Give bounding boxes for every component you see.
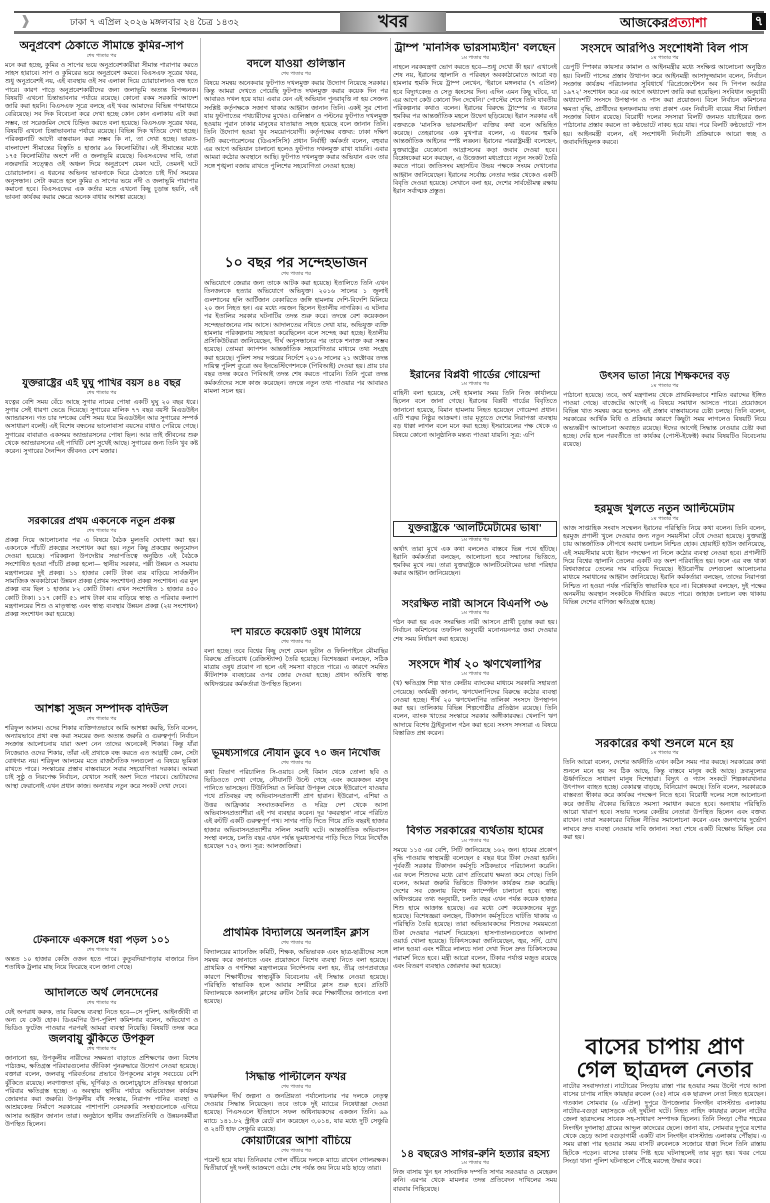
article-headline[interactable]: বদলে যাওয়া গুলিস্তান bbox=[246, 58, 346, 70]
article-headline[interactable]: অনুপ্রবেশ ঠেকাতে সীমান্তে কুমির-সাপ bbox=[19, 40, 184, 52]
continuation-label: শেষ পাতার পর bbox=[281, 1147, 311, 1154]
continuation-label: ১ম পাতার পর bbox=[650, 382, 679, 389]
newspaper-logo: আজকেরপ্রত্যাশা bbox=[620, 16, 707, 31]
continuation-label: ১ম পাতার পর bbox=[650, 515, 679, 522]
continuation-label: শেষ পাতার পর bbox=[281, 638, 311, 645]
continuation-label: শেষ পাতার পর bbox=[86, 1045, 117, 1052]
article-body: পাঠানো হয়েছে। তবে, অর্থ মন্ত্রণালয় থেকে প্রাথমিকভাবে শামিত বরাদ্দের ইঙ্গিত পাওয়া গেছে। বাজেটের আগেই এ বিষয়ে সমাধান আসতে পারে। প্রয়োজনে বিভিন্ন খাত সমন্বয় করে হলেও এই প্রস্তাব বাস্তবায়নের চেষ্টা চলছে। তিনি বলেন, সরকারের আর্থিক বিধি ও প্রক্রিয়ার কারণে কিছুটা সময় লাগলেও বিষয়টি নিয়ে অভ্যন্তরীণ আলোচনা অব্যাহত রয়েছে। ঈদের আগেই সিদ্ধান্ত নেওয়ার চেষ্টা করা হচ্ছে। দেরি হলে পরবর্তীতে তা কার্যকর (পোস্ট-ইফেক্ট) করার বিষয়টিও বিবেচনায় রয়েছে। bbox=[563, 391, 766, 449]
article-headline[interactable]: জলবায়ু ঝুঁকিতে উপকূল bbox=[48, 1033, 155, 1045]
article-body: ডেপুটি স্পিকার কায়সার কামাল ও আইনমন্ত্রীর মধ্যে সংক্ষিপ্ত আলোচনা অনুষ্ঠিত হয়। বিলটি পাসের প্রস্তাব উত্থাপন করে আইনমন্ত্রী আসাদুজ্জামান বলেন, নির্বাচন সংক্রান্ত কার্যক্রম পরিচালনার সুবিধার্থে 'রিপ্রেজেন্টেশন অব দি পিপল অর্ডার ১৯৭২' সংশোধন করে এর আগে অধ্যাদেশ জারি করা হয়েছিল। সংবিধান অনুযায়ী অধ্যাদেশটি সংসদে উপস্থাপন ও পাস করা প্রয়োজন। বিলে নির্বাচন কমিশনের ক্ষমতা বৃদ্ধি, প্রার্থীদের হলফনামায় তথ্য প্রকাশ এবং নির্বাচনী ব্যয়ের সীমা নির্ধারণ সংক্রান্ত বিধান রয়েছে। বিরোধী দলের সদস্যরা বিলটি জনমত যাচাইয়ের জন্য পাঠানোর প্রস্তাব করলে তা কণ্ঠভোটে নাকচ হয়ে যায়। পরে বিলটি কণ্ঠভোটে পাস হয়। আইনমন্ত্রী বলেন, এই সংশোধনী নির্বাচনী প্রক্রিয়াকে আরো স্বচ্ছ ও জবাবদিহিমূলক করবে। bbox=[563, 64, 766, 146]
news-article bbox=[393, 658, 557, 823]
article-headline[interactable]: সরকারের কথা শুনলে মনে হয় bbox=[595, 737, 734, 750]
article-headline[interactable]: ১৪ বছরেও সাগর-রুনি হত্যার রহস্য bbox=[400, 1148, 550, 1160]
news-article bbox=[204, 255, 388, 627]
continuation-label: ১ম পাতার পর bbox=[460, 671, 490, 678]
page-header bbox=[0, 0, 770, 36]
continuation-label: ১ম পাতার পর bbox=[650, 750, 679, 757]
article-body: গঠন করা হয় এবং সংরক্ষিত নারী আসনে প্রার্থী চূড়ান্ত করা হয়। নির্বাচন কমিশনের তফসিল অনুযায়ী মনোনয়নপত্র জমা দেওয়ার শেষ সময় নির্ধারণ করা হয়েছে। bbox=[393, 619, 557, 643]
continuation-label: শেষ পাতার পর bbox=[86, 389, 117, 396]
news-article bbox=[5, 516, 198, 702]
news-article bbox=[563, 371, 766, 502]
article-headline[interactable]: উৎসব ভাতা নিয়ে শিক্ষকদের বড় bbox=[599, 371, 730, 382]
article-headline[interactable]: ১০ বছর পর সন্দেহভাজন bbox=[224, 255, 368, 271]
article-body: নাহলে নরকযন্ত্রণা ভোগ করতে হবে—শুধু দেখো কী হয়।' এখানেই শেষ নয়, ইরানের জ্বালানি ও পরিবহন অবকাঠামোতে আরো বড় হামলার হুমকি দিয়ে ট্রাম্প লেখেন, 'ইরানে মঙ্গলবার (৭ এপ্রিল) হবে বিদ্যুৎকেন্দ্র ও সেতু ধ্বংসের দিন। এদিন এমন কিছু ঘটবে, যা এর আগে কেউ কোনো দিন দেখেনি।' পোস্টের শেষে তিনি যাবতীয় পরিকল্পনার কথাও বলেন। ইরানের বিরুদ্ধে ট্রাম্পের এ ধরনের হুমকির পর আন্তর্জাতিক মহলে উদ্বেগ ছড়িয়েছে। ইরান সরকার এই বক্তব্যকে 'মানসিক ভারসাম্যহীন' ব্যক্তির কথা বলে অভিহিত করেছে। তেহরানের এক মুখপাত্র বলেন, এ ধরনের হুমকি আন্তর্জাতিক আইনের স্পষ্ট লঙ্ঘন। ইরানের পররাষ্ট্রমন্ত্রী বলেছেন, যুক্তরাষ্ট্রের যেকোনো আগ্রাসনের কড়া জবাব দেওয়া হবে। বিশ্লেষকেরা মনে করছেন, এ উত্তেজনা মধ্যপ্রাচ্যে নতুন সংকট তৈরি করতে পারে। জাতিসংঘ মহাসচিব উভয় পক্ষকে সংযম দেখানোর আহ্বান জানিয়েছেন। ইরানের সর্বোচ্চ নেতার দপ্তর থেকেও একটি বিবৃতি দেওয়া হয়েছে। সেখানে বলা হয়, দেশের সার্বভৌমত্ব রক্ষায় ইরান সর্বাত্মক প্রস্তুত। bbox=[393, 63, 557, 196]
news-article bbox=[204, 58, 388, 253]
article-body: কথা বিভাগ পরিচালিত সি-ওয়াচ। সেই বিমান থেকে তোলা ছবি ও ভিডিওতে দেখা গেছে, নৌযানটি উল্টে গেছে এবং কয়েকজন মানুষ পানিতে ভাসছেন। টিউনিসিয়া ও লিবিয়া উপকূল থেকে ইউরোপে যাওয়ার পথে প্রতিবছর বহু অভিবাসনপ্রত্যাশী প্রাণ হারান। ইউরোপ, এশিয়া ও উত্তর আফ্রিকার সংঘাতকবলিত ও দরিদ্র দেশ থেকে আসা অভিবাসনপ্রত্যাশীরা এই পথ ব্যবহার করেন। দূর 'কবরস্থান' নামে পরিচিত এই রুটটি একটি গুরুত্বপূর্ণ পথ। সাগর পাড়ি দিতে গিয়ে প্রতি বছরই হাজার হাজার অভিবাসনপ্রত্যাশীর সলিল সমাধি ঘটে। আন্তর্জাতিক অভিবাসন সংস্থা বলছে, চলতি বছর এখন পর্যন্ত ভূমধ্যসাগর পাড়ি দিতে গিয়ে নিখোঁজ হয়েছেন ৭৫২ জন। সূত্র: আলজাজিরা। bbox=[204, 768, 388, 851]
news-article bbox=[393, 1148, 557, 1203]
continuation-label: ১ম পাতার পর bbox=[650, 55, 679, 62]
news-article bbox=[393, 825, 557, 1147]
article-headline[interactable]: বাসের চাপায় প্রাণ গেল ছাত্রদল নেতার bbox=[576, 1036, 753, 1083]
article-body: বাহিনী বলা হয়েছে, সেই হামলার সময় তিনি নিজ কার্যালয়ে ছিলেন বলে জানা গেছে। ইরানের বিপ্লবী গার্ডের বিবৃতিতে জানানো হয়েছে, বিমান হামলায় নিহত হয়েছেন গোয়েন্দা প্রধান। এটি শত্রুর নিষ্ঠুর আক্রমণ। তার মৃত্যুতে দেশের নিরাপত্তা ব্যবস্থায় বড় ধাক্কা লাগল বলে মনে করা হচ্ছে। ইসরায়েলের পক্ষ থেকে এ বিষয়ে কোনো আনুষ্ঠানিক মন্তব্য পাওয়া যায়নি। সূত্র: এপি bbox=[393, 390, 557, 439]
article-body: অর্থাৎ তারা মুখে এক কথা বললেও বাস্তবে ভিন্ন পথে হাঁটছে। ইরানি কর্মকর্তারা বলছেন, আলোচনা হবে সম্মানের ভিত্তিতে, হুমকির মুখে নয়। তারা যুক্তরাষ্ট্রকে আলটিমেটামের ভাষা পরিহার করার আহ্বান জানিয়েছেন। bbox=[393, 545, 557, 578]
article-body: বলা হচ্ছে। তবে বিশ্বের কিছু দেশে যেমন ভুটান ও ফিলিপাইনে মৌমাছির বিরুদ্ধে প্রতিরোধ (রেজিস্ট্যান্স) তৈরি হয়েছে। বিশেষজ্ঞরা বলছেন, সঠিক মাত্রায় ওষুধ প্রয়োগ না হলে এই সমস্যা বাড়তে পারে। এ কারণে সমন্বিত কীটনাশক ব্যবহারের ওপর জোর দেওয়া হচ্ছে। প্রধান অতিথি স্বাস্থ্য অধিদপ্তরের কর্মকর্তারা উপস্থিত ছিলেন। bbox=[204, 647, 388, 688]
news-article bbox=[5, 935, 198, 985]
article-body: (খ) ক্ষতিগ্রস্ত শিল্প খাত কেন্দ্রীয় ব্যাংকের মাধ্যমে সরকারি সহায়তা পেয়েছে। অর্থমন্ত্রী জানান, ঋণখেলাপিদের বিরুদ্ধে কঠোর ব্যবস্থা নেওয়া হচ্ছে। শীর্ষ ২০ ঋণখেলাপির তালিকা সংসদে উপস্থাপন করা হয়। তালিকায় বিভিন্ন শিল্পগোষ্ঠীর প্রতিষ্ঠান রয়েছে। তিনি বলেন, ব্যাংক খাতের সংস্কারে সরকার অঙ্গীকারবদ্ধ। খেলাপি ঋণ আদায়ে বিশেষ ট্রাইব্যুনাল গঠন করা হবে। সংসদ সদস্যরা এ বিষয়ে বিস্তারিত প্রশ্ন করেন। bbox=[393, 680, 557, 737]
news-article bbox=[204, 927, 388, 1069]
news-article bbox=[5, 378, 198, 513]
page-number: ৭ bbox=[752, 13, 766, 30]
article-body: প্রকল্প নিয়ে আলোচনার পর এ বিষয়ে বৈঠক মুলতবি ঘোষণা করা হয়। একনেকে পাঁচটি প্রকল্পের সংশোধন করা হয়। নতুন কিছু প্রকল্পের অনুমোদন দেওয়া হয়েছে। পরিকল্পনা উপদেষ্টার সভাপতিত্বে অনুষ্ঠিত এই বৈঠকে সংশোধিত হওয়া পাঁচটি প্রকল্প হলো— স্থানীয় সরকার, পল্লী উন্নয়ন ও সমবায় মন্ত্রণালয়ের দুই প্রকল্প। ১১ হাজার কোটি টাকা ব্যয় বাড়িয়ে সার্বজনীন সামাজিক অবকাঠামো উন্নয়ন প্রকল্প (প্রথম সংশোধন) প্রকল্প সংশোধন। এর মূল প্রকল্প ব্যয় ছিল ১ হাজার ৮২ কোটি টাকা। এখন সংশোধিত ১ হাজার ৪৫০ কোটি টাকা। ১১৭ কোটি ৫১ লাখ টাকা ব্যয় বাড়িয়ে স্বাস্থ্য ও পরিবার কল্যাণ মন্ত্রণালয়ের শিশু ও মাতৃস্বাস্থ্য এবং স্বাস্থ্য ব্যবস্থার উন্নয়ন প্রকল্প (২য় সংশোধন) প্রকল্প সংশোধন করা হয়েছে। bbox=[5, 536, 198, 619]
continuation-label: ১ম পাতার পর bbox=[460, 610, 490, 617]
column-rule bbox=[390, 38, 391, 1203]
news-article bbox=[204, 1071, 388, 1133]
continuation-label: ১ম পাতার পর bbox=[460, 381, 490, 388]
article-body: মনে করা হচ্ছে, কুমির ও সাপের ভয়ে অনুপ্রবেশকারীরা সীমান্ত পারাপার করতে সাহস হারাবে। সাপ ও কুমিরের ভয়ে অনুপ্রবেশ কমবে। বিএসএফ সূত্রের খবর, শুধু অনুপ্রবেশই নয়, এই ব্যবস্থায় ওই সব এলাকা দিয়ে চোরাচালানও বন্ধ হতে পারে। কারণ পাড়ে অনুপ্রবেশকারীদের জন্য জলাভূমি অত্যন্ত বিপজ্জনক। বিষয়টি এখনো চিন্তাভাবনার পর্যায়ে রয়েছে। কোনো রকম সরকারি আদেশ জারি করা হয়নি। বিএসএফ সূত্রে বলছে এই খবর আমাদের বিভিন্ন গণমাধ্যমে বেরিয়েছে। সব দিক বিবেচনা করে দেখা হচ্ছে কোন কোন এলাকায় এটা করা সম্ভব, তা সরেজমিন দেখে চিহ্নিত করতে বলা হয়েছে। বিএসএফ সূত্রের খবর, বিষয়টি এখনো চিন্তাভাবনার পর্যায়ে রয়েছে। বিভিন্ন দিক খতিয়ে দেখা হচ্ছে। পরিকল্পনাটি আদৌ বাস্তবায়ন করা সম্ভব কি না, তা দেখা হচ্ছে। ভারত-বাংলাদেশ সীমান্তের বিস্তৃতি ৪ হাজার ৯৬ কিলোমিটার। এই সীমান্তের মধ্যে ১৭৫ কিলোমিটার অংশে নদী ও জলাভূমি রয়েছে। বিএসএফের দাবি, তারা নজরদারি সত্ত্বেও ওই অঞ্চল দিয়ে অনুপ্রবেশ যেমন ঘটে, তেমনই ঘটে চোরাচালান। এ ধরনের অভিনব ভাবনাকে ঘিরে ঠেকাতে চাই দীর্ঘ সময়ের অনুসন্ধান। সেটা করতে হলে কুমির ও সাপের ভয়ে নদী ও জলাভূমি পারাপার কমানো হবে। বিএসএফের এক কর্তার মতে এখনো কিছু চূড়ান্ত হয়নি, এই ভাবনা কার্যকর করার ক্ষেত্রে অনেক বাধার আশঙ্কা রয়েছে। bbox=[5, 61, 198, 202]
article-headline[interactable]: যুক্তরাষ্ট্রের এই ঘুঘু পাখির বয়স ৪৪ বছর bbox=[22, 378, 181, 389]
continuation-label: শেষ পাতার পর bbox=[281, 1083, 311, 1090]
article-body: ফখরুদ্দিন দীর্ঘ জল্পনা ও জনপ্রিয়তা পর্যালোচনার পর দলকে নেতৃত্ব দেওয়ার সিদ্ধান্ত নিয়েছেন। তবে তাকে দুই ম্যাচের নিষেধাজ্ঞা দেওয়া হয়েছে। পিএসএলে ইতিহাসে সফল অধিনায়কদের একজন তিনি। ৯৯ ম্যাচে ১৪১.৮২ স্ট্রাইক রেটে রান করেছেন ৩,০১৪, যার মধ্যে দুটি সেঞ্চুরি ও ২৪টি হাফ সেঞ্চুরি রয়েছে। bbox=[204, 1092, 388, 1133]
news-article bbox=[563, 503, 766, 735]
continuation-label: ১ম পাতার পর bbox=[460, 54, 490, 61]
article-headline[interactable]: সিদ্ধান্ত পাল্টালেন ফখর bbox=[245, 1071, 347, 1083]
article-headline[interactable]: হরমুজ খুলতে নতুন আল্টিমেটাম bbox=[594, 503, 735, 515]
article-body: অন্তত ১০ হাজার কেজি ওজন হতে পারে। কুতুবদিয়াপাড়ার বাজারে তিন শতাধিক ট্রলার মাছ নিয়ে ফিরেছে বলে জানা গেছে। bbox=[5, 955, 198, 971]
article-body: আজ সাপ্তাহিক সংবাদ সম্মেলন ইরানের পরিস্থিতি নিয়ে কথা বলেন। তিনি বলেন, হরমুজ প্রণালী খুলে দেওয়ার জন্য নতুন সময়সীমা বেঁধে দেওয়া হয়েছে। যুক্তরাষ্ট্র চায় আন্তর্জাতিক নৌপথে অবাধ চলাচল নিশ্চিত হোক। হোয়াইট হাউস জানিয়েছে, এই সময়সীমার মধ্যে ইরান পদক্ষেপ না নিলে কঠোর ব্যবস্থা নেওয়া হবে। প্রণালীটি দিয়ে বিশ্বের জ্বালানি তেলের একটি বড় অংশ পরিবাহিত হয়। ফলে এর বন্ধ থাকা বিশ্ববাজারে তেলের দাম বাড়িয়ে দিয়েছে। ইউরোপীয় দেশগুলো আলোচনার মাধ্যমে সমাধানের আহ্বান জানিয়েছে। ইরানি কর্মকর্তারা বলছেন, তাদের নিরাপত্তা নিশ্চিত না হওয়া পর্যন্ত পরিস্থিতি স্বাভাবিক হবে না। বিশ্লেষকরা বলছেন, দুই পক্ষের অনমনীয় অবস্থান সংকটকে দীর্ঘায়িত করতে পারে। জাহাজ চলাচল বন্ধ থাকায় বিভিন্ন দেশের বাণিজ্য ক্ষতিগ্রস্ত হচ্ছে। bbox=[563, 524, 766, 607]
article-body: শরিফুল আলম। ওদের শিকার ব্যক্তিগতভাবে আমি আশঙ্কা করছি, তিনি বলেন, অন্যায়ভাবে প্রথা বন্ধ করা সময়ের জন্য অত্যন্ত জরুরি ও গুরুত্বপূর্ণ। নির্বাচন সংক্রান্ত আলোচনায় যারা অংশ নেন তাদের অনেকেই শিকার। কিন্তু যাঁরা নিজেরাও ওদের শিকার, তাঁরা এই প্রথাকে বন্ধ করতে এত আগ্রহী কেন, সেটা বোধগম্য নয়। শরিফুল আলমের মতে রাজনৈতিক দলগুলো এ বিষয়ে ভূমিকা রাখতে পারে। সংস্কারের প্রস্তাব বাস্তবায়নে সবার সহযোগিতা দরকার। আমরা চাই সুষ্ঠু ও নিরপেক্ষ নির্বাচন, যেখানে সবাই অংশ নিতে পারবে। ভোটারদের আস্থা ফেরানোই এখন প্রধান কাজ। অন্যথায় নতুন করে সংকট দেখা দেবে। bbox=[5, 724, 198, 790]
news-article bbox=[393, 369, 557, 519]
article-body: তিনি আরো বলেন, দেশের অর্থনীতি এখন কঠিন সময় পার করছে। সরকারের কথা শুনলে মনে হয় সব ঠিক আছে, কিন্তু বাস্তবে মানুষ কষ্টে আছে। দ্রব্যমূল্যের ঊর্ধ্বগতিতে সাধারণ মানুষ দিশেহারা। বিদ্যুৎ ও গ্যাস সংকটে শিল্পকারখানার উৎপাদন ব্যাহত হচ্ছে। বেকারত্ব বাড়ছে, বিনিয়োগ কমছে। তিনি বলেন, সরকারকে বাস্তবতা স্বীকার করে কার্যকর পদক্ষেপ নিতে হবে। বিরোধী দলের সঙ্গে আলোচনা করে জাতীয় ঐক্যের ভিত্তিতে সমস্যা সমাধান করতে হবে। অন্যথায় পরিস্থিতি আরো খারাপ হবে। সভায় দলের কেন্দ্রীয় নেতারা উপস্থিত ছিলেন এবং বক্তব্য রাখেন। তারা সরকারের বিভিন্ন নীতির সমালোচনা করেন এবং জনগণের দুর্ভোগ লাঘবে দ্রুত ব্যবস্থা নেওয়ার দাবি জানান। সভা শেষে একটি বিক্ষোভ মিছিল বের করা হয়। bbox=[563, 759, 766, 841]
continuation-label: ১ম পাতার পর bbox=[460, 1160, 490, 1167]
continuation-label: শেষ পাতার পর bbox=[281, 271, 311, 278]
article-body: বিষয়ে সমন্বয় অনেকবার ফুটপাত দখলমুক্ত করার উদ্যোগ নিয়েছে সরকার। কিন্তু আমরা দেখতে পেয়েছি ফুটপাত দখলমুক্ত করার কয়েক দিন পর আবারও দখল হয়ে যায়। এবার যেন এই অভিযান পুনরাবৃত্তি না হয় সেজন্য সংশ্লিষ্ট কর্তৃপক্ষকে সজাগ থাকার আহ্বান জানান তিনি। একই সুর শোনা যায় ফুটপাতের পথচারীদের মুখেও। গুলিস্তান ও পল্টনের ফুটপাত দখলমুক্ত হওয়ায় পুরান ঢাকার মানুষের যাতায়াত সহজ হয়েছে বলে জানান তিনি। তিনি উদ্যোগ হওয়া খুব সময়োপযোগী। কর্তৃপক্ষের বক্তব্য: ঢাকা দক্ষিণ সিটি করপোরেশনের (ডিএসসিসি) প্রধান নির্বাহী কর্মকর্তা বলেন, বহুবার এর আগে অভিযান চালানো হলেও ফুটপাত দখলমুক্ত রাখা যায়নি। এবার আমরা কঠোর অবস্থানে আছি। ফুটপাত দখলমুক্ত করার অভিযান এবং তার সঙ্গে শৃঙ্খলা বজায় রাখতে পুলিশের সহযোগিতা নেওয়া হচ্ছে। bbox=[204, 79, 388, 170]
article-body: জানানো হয়, উপকূলীয় নারীদের সক্ষমতা বাড়াতে প্রশিক্ষণের জন্য বিশেষ পাঠ্যক্রম, ক্ষতিগ্রস্ত পরিবারগুলোর জীবিকা পুনরুদ্ধারে উদ্যোগ নেওয়া হয়েছে। বক্তারা বলেন, জলবায়ু পরিবর্তনের প্রভাবে উপকূলের মানুষ সবচেয়ে বেশি ঝুঁকিতে রয়েছে। লবণাক্ততা বৃদ্ধি, ঘূর্ণিঝড় ও জলোচ্ছ্বাসে প্রতিবছর হাজারো পরিবার ক্ষতিগ্রস্ত হচ্ছে। এ অবস্থায় স্থানীয় পর্যায়ে অভিযোজন কার্যক্রম জোরদার করা জরুরি। উপকূলীয় বাঁধ সংস্কার, নিরাপদ পানির ব্যবস্থা ও আশ্রয়কেন্দ্র নির্মাণে সরকারের পাশাপাশি বেসরকারি সংস্থাগুলোকে এগিয়ে আসার আহ্বান জানান তারা। অনুষ্ঠানে স্থানীয় জনপ্রতিনিধি ও উন্নয়নকর্মীরা উপস্থিত ছিলেন। bbox=[5, 1054, 198, 1129]
article-headline[interactable]: প্রাথমিক বিদ্যালয়ে অনলাইন ক্লাস bbox=[222, 927, 370, 939]
news-article bbox=[5, 1033, 198, 1203]
column-rule bbox=[559, 38, 560, 1203]
article-headline[interactable]: কোয়ার্টারের আশা বাঁচিয়ে bbox=[240, 1135, 352, 1147]
article-headline[interactable]: বিগত সরকারের ব্যর্থতায় হামের bbox=[406, 825, 544, 837]
continuation-label: শেষ পাতার পর bbox=[86, 527, 117, 534]
article-headline[interactable]: যুক্তরাষ্ট্রকে 'আলটিমেটামের ভাষা' bbox=[393, 521, 557, 537]
news-article bbox=[204, 748, 388, 926]
article-headline[interactable]: সংসদে আরপিও সংশোধনী বিল পাস bbox=[580, 42, 749, 55]
continuation-label: শেষ পাতার পর bbox=[281, 70, 311, 77]
column-rule bbox=[200, 38, 201, 1203]
news-article bbox=[563, 42, 766, 370]
article-headline[interactable]: ট্রাম্প 'মানসিক ভারসাম্যহীন' বলছেন bbox=[394, 42, 556, 54]
continuation-label: শেষ পাতার পর bbox=[86, 52, 117, 59]
news-article bbox=[563, 737, 766, 1035]
news-article bbox=[5, 987, 198, 1032]
continuation-label: ১ম পাতার পর bbox=[460, 536, 490, 543]
news-article bbox=[393, 521, 557, 596]
article-headline[interactable]: টেকনাফে একসঙ্গে ধরা পড়ল ১০১ bbox=[32, 935, 171, 946]
article-body: যত্নের বেশি সময় বেঁচে আছে সুগার নামের পোষা একটি ঘুঘু ২০ বছর ধরে। সুগার সেই ধারণা ভেঙে দিয়েছে। সুগারের মালিক ৭৭ বছর বয়সী মিএডউইন অ্যান্ডারসন। গত চার দশকের বেশি সময় ধরে মিএডউইন আর সুগারের সম্পর্ক অসাধারণ বলেই। এই বিশেষ বন্ধনের ভালোবাসা বয়সের বাধাও পেরিয়ে গেছে। সুগারের বাবারাও একসময় অ্যান্ডারসনের পোষা ছিল। আর তাই জীবনের শুরু থেকে অ্যান্ডারসনের এই পাখিটি বেশ সুখেই আছে। সুগারের জন্য তিনি খুব কষ্ট করেন। সুগারের দৈনন্দিন জীবনও বেশ মজার। bbox=[5, 398, 198, 456]
article-headline[interactable]: আশঙ্কা সুজন সম্পাদক বদিউল bbox=[34, 703, 169, 715]
news-article bbox=[5, 703, 198, 931]
article-body: পয়েন্ট হয়ে যায়। তিনিরবার গোল বাঁচিয়ে দলকে ম্যাচে রাখেন গোলরক্ষক। দ্বিতীয়ার্ধে দুই দলই আক্রমণে ওঠে। শেষ পর্যন্ত জয় নিয়ে মাঠ ছাড়ে তারা। bbox=[204, 1156, 388, 1172]
article-headline[interactable]: ভূমধ্যসাগরে নৌযান ডুবে ৭০ জন নিখোঁজ bbox=[211, 748, 381, 759]
news-article bbox=[393, 598, 557, 658]
article-headline[interactable]: সরকারের প্রথম একনেকে নতুন প্রকল্প bbox=[27, 516, 176, 527]
continuation-label: ১ম পাতার পর bbox=[460, 837, 490, 844]
article-headline[interactable]: আদালতে অর্থ লেনদেনের bbox=[44, 987, 159, 999]
issue-date: ঢাকা ৭ এপ্রিল ২০২৬ মঙ্গলবার ২৪ চৈত্র ১৪৩২ bbox=[70, 18, 240, 28]
news-article bbox=[5, 40, 198, 370]
article-body: যেই অপরাধ করুক, তার বিরুদ্ধে ব্যবস্থা নিতে হবে—সে পুলিশ, আইনজীবী বা অন্য যে কেউ হোক। ডিএমপির উপ-পুলিশ কমিশনার বলেন, অভিযোগ ও ভিডিও ফুটেজ পাওয়ার পরপরই আমরা ব্যবস্থা নিয়েছি। বিষয়টি তদন্ত করে bbox=[5, 1008, 198, 1032]
news-article bbox=[563, 1036, 766, 1203]
article-headline[interactable]: সংসদে শীর্ষ ২০ ঋণখেলাপির bbox=[408, 658, 542, 671]
article-headline[interactable]: ইরানের বিপ্লবী গার্ডের গোয়েন্দা bbox=[409, 369, 541, 381]
continuation-label: শেষ পাতার পর bbox=[86, 946, 117, 953]
continuation-label: শেষ পাতার পর bbox=[281, 759, 311, 766]
news-article bbox=[204, 627, 388, 747]
article-body: বিদ্যালয়ের ম্যানেজিং কমিটি, শিক্ষক, অভিভাবক এবং ছাত্র-ছাত্রীদের সঙ্গে সমন্বয় করে জানাতে এবং প্রয়োজনে বিশেষ ব্যবস্থা নিতে বলা হয়েছে। প্রাথমিক ও গণশিক্ষা মন্ত্রণালয়ের নির্দেশনায় বলা হয়, তীব্র তাপপ্রবাহের কারণে শিক্ষার্থীদের স্বাস্থ্যঝুঁকি বিবেচনায় এই সিদ্ধান্ত নেওয়া হয়েছে। পরিস্থিতি স্বাভাবিক হলে আবার সশরীরে ক্লাস শুরু হবে। প্রতিটি বিদ্যালয়কে অনলাইন ক্লাসের রুটিন তৈরি করে শিক্ষার্থীদের জানাতে বলা হয়েছে। bbox=[204, 948, 388, 1006]
continuation-label: শেষ পাতার পর bbox=[86, 715, 117, 722]
news-article bbox=[393, 42, 557, 367]
continuation-label: শেষ পাতার পর bbox=[281, 939, 311, 946]
article-body: সময়ে ১১৫ এর বেশি, সিটি জানিয়েছে ১৬২ জন। হামের প্রকোপ বৃদ্ধি পাওয়ায় স্বাস্থ্যমন্ত্রী বলেছেন ৫ বছর ধরে টিকা দেওয়া হয়নি। পূর্ববর্তী সরকার টিকাদান কর্মসূচি সঠিকভাবে পরিচালনা করেনি। এর ফলে শিশুদের মধ্যে রোগ প্রতিরোধ ক্ষমতা কমে গেছে। তিনি বলেন, আমরা জরুরি ভিত্তিতে টিকাদান কার্যক্রম শুরু করেছি। দেশের সব জেলায় বিশেষ ক্যাম্পেইন চালানো হবে। স্বাস্থ্য অধিদপ্তরের তথ্য অনুযায়ী, চলতি বছর এখন পর্যন্ত কয়েক হাজার শিশু হামে আক্রান্ত হয়েছে। এর মধ্যে বেশ কয়েকজনের মৃত্যু হয়েছে। বিশেষজ্ঞরা বলছেন, টিকাদান কর্মসূচিতে ঘাটতি থাকায় এ পরিস্থিতি তৈরি হয়েছে। তারা অভিভাবকদের শিশুদের সময়মতো টিকা দেওয়ার পরামর্শ দিয়েছেন। হাসপাতালগুলোতে আলাদা ওয়ার্ড খোলা হয়েছে। চিকিৎসকেরা জানিয়েছেন, জ্বর, সর্দি, চোখ লাল হওয়া এবং শরীরে লালচে দানা দেখা দিলে দ্রুত চিকিৎসকের পরামর্শ নিতে হবে। মন্ত্রী আরো বলেন, টিকার পর্যাপ্ত মজুত রয়েছে এবং বিতরণ ব্যবস্থাও জোরদার করা হয়েছে। bbox=[393, 846, 557, 970]
continuation-label: শেষ পাতার পর bbox=[86, 999, 117, 1006]
section-title: খবর bbox=[340, 12, 446, 32]
arrow-right-icon: ❱ bbox=[20, 14, 31, 29]
article-body: নাটোর সংবাদদাতা। নাটোরের সিংড়ায় রাস্তা পার হওয়ার সময় উল্টো পথে আসা বাসের চাপায় নাহিদ কায়ছার রুবেল (৩৫) নামে এক ছাত্রদল নেতা নিহত হয়েছেন। গতকাল সোমবার (৬ এপ্রিল) দুপুরে উপজেলার নিংগইন বাসস্ট্যান্ড এলাকায় নাটোর-বগুড়া মহাসড়কে এই দুর্ঘটনা ঘটে। নিহত নাহিদ কায়ছার রুবেল নাটোর জেলা ছাত্রদলের সাবেক সহ-সাধারণ সম্পাদক ছিলেন। তিনি সিংড়া পৌর শহরের নিংগইন দুগলাছা গ্রামের আব্দুল কাদেরের ছেলে। জানা যায়, সোমবার দুপুরে যশোর থেকে ছেড়ে আসা বগুড়াগামী একটি বাস নিংগইন বাসস্ট্যান্ড এলাকায় পৌঁছায়। এ সময় রাস্তা পার হওয়ার সময় বাসটি রুবেলকে সজোরে ধাক্কা দিলে তিনি রাস্তায় ছিটকে পড়েন। বাসের চাকায় পিষ্ট হয়ে ঘটনাস্থলেই তার মৃত্যু হয়। খবর পেয়ে সিংড়া থানা পুলিশ ঘটনাস্থলে পৌঁছে মরদেহ উদ্ধার করে। bbox=[563, 1083, 766, 1165]
news-article bbox=[204, 1135, 388, 1203]
article-headline[interactable]: সংরক্ষিত নারী আসনে বিএনপি ৩৬ bbox=[402, 598, 548, 610]
article-body: নিজ বাসায় খুন হন সাংবাদিক দম্পতি সাগর সরওয়ার ও মেহেরুন রুনি। এরপর থেকে মামলার তদন্ত প্রতিবেদন দাখিলের সময় বারবার পিছিয়েছে। bbox=[393, 1169, 557, 1193]
article-headline[interactable]: দশ মারতে কয়েকটি ওষুধ মিলিয়ে bbox=[231, 627, 361, 638]
article-body: অভিযোগে জেরার জন্য তাকে আটক করা হয়েছে। ইতালিতে তিনি এখন তিনজনকে হত্যার অভিযোগে অভিযুক্ত। ২০১৬ সালের ১ জুলাই গুলশানের হলি আর্টিজান বেকারিতে জঙ্গি হামলায় দেশি-বিদেশি মিলিয়ে ২০ জন নিহত হন। এর মধ্যে নয়জন ছিলেন ইতালীয় নাগরিক। এ ঘটনার পর ইতালির সরকার ঘটনাটির তদন্ত শুরু করে। তদন্তে বেশ কয়েকজন সন্দেহভাজনের নাম আসে। আদালতের নথিতে দেখা যায়, অভিযুক্ত ব্যক্তি হামলার পরিকল্পনায় সহায়তা করেছিলেন বলে সন্দেহ করা হচ্ছে। ইতালীয় প্রসিকিউটররা জানিয়েছেন, দীর্ঘ অনুসন্ধানের পর তাকে শনাক্ত করা সম্ভব হয়েছে। তোমরা ক্যাপশন আন্তর্জাতিক সহযোগিতার মাধ্যমে তথ্য সংগ্রহ করা হয়েছে। পুলিশ সদর দপ্তরের নির্দেশে ২০১৬ সালের ২১ অক্টোবর তদন্ত দায়িত্ব পুলিশ ব্যুরো অব ইনভেস্টিগেশনকে (পিবিআই) দেওয়া হয়। প্রায় চার বছর তদন্ত করেও পিবিআই তদন্ত শেষ করতে পারেনি। তিনি পুরো তদন্ত কর্মকর্তাদের সঙ্গে কাজ করেছেন। তদন্তে নতুন তথ্য পাওয়ার পর আবারও মামলা সচল হয়। bbox=[204, 280, 388, 395]
